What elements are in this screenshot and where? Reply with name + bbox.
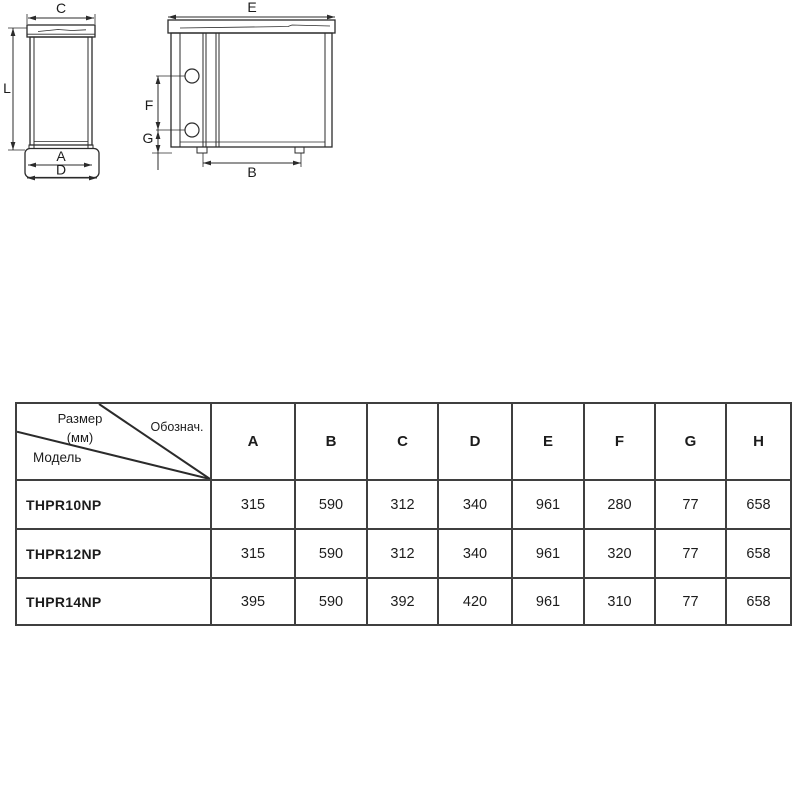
corner-label-size [39, 409, 121, 447]
upper-pipe-connection [185, 69, 199, 83]
value-cell: 315 [211, 480, 295, 529]
table-row [16, 578, 791, 625]
column-header-c: C [367, 403, 438, 480]
column-header-f: F [584, 403, 655, 480]
value-cell: 961 [512, 480, 584, 529]
value-cell: 310 [584, 578, 655, 625]
column-header-g: G [655, 403, 726, 480]
dimension-label-b: B [247, 164, 257, 180]
column-header-d: D [438, 403, 512, 480]
value-cell: 961 [512, 578, 584, 625]
value-cell: 658 [726, 578, 791, 625]
value-cell: 590 [295, 578, 367, 625]
value-cell: 590 [295, 529, 367, 578]
value-cell: 312 [367, 529, 438, 578]
column-header-e: E [512, 403, 584, 480]
model-name: THPR14NP [16, 578, 211, 625]
model-name: THPR12NP [16, 529, 211, 578]
dimension-drawings [0, 0, 360, 185]
table-corner-cell [16, 403, 211, 480]
corner-label-model: Модель [33, 450, 82, 465]
lower-pipe-connection [185, 123, 199, 137]
table-row [16, 480, 791, 529]
value-cell: 340 [438, 529, 512, 578]
value-cell: 77 [655, 529, 726, 578]
dimension-label-a: A [56, 148, 66, 164]
value-cell: 280 [584, 480, 655, 529]
size-label: Размер [57, 411, 103, 426]
value-cell: 590 [295, 480, 367, 529]
value-cell: 77 [655, 578, 726, 625]
drawings-svg [0, 0, 360, 185]
value-cell: 961 [512, 529, 584, 578]
column-header-b: B [295, 403, 367, 480]
dimension-label-d: D [55, 161, 67, 178]
front-view-drawing [143, 0, 335, 180]
value-cell: 658 [726, 480, 791, 529]
value-cell: 658 [726, 529, 791, 578]
model-name: THPR10NP [16, 480, 211, 529]
spec-table [15, 402, 792, 626]
dimension-label-l: L [3, 80, 11, 96]
value-cell: 320 [584, 529, 655, 578]
size-unit-label: (мм) [66, 430, 94, 445]
value-cell: 312 [367, 480, 438, 529]
value-cell: 392 [367, 578, 438, 625]
value-cell: 77 [655, 480, 726, 529]
value-cell: 395 [211, 578, 295, 625]
dimension-label-e: E [247, 0, 257, 15]
table-row [16, 529, 791, 578]
corner-label-designation: Обознач. [150, 420, 204, 434]
column-header-a: A [211, 403, 295, 480]
dimension-label-c: C [55, 0, 67, 16]
value-cell: 315 [211, 529, 295, 578]
column-header-h: H [726, 403, 791, 480]
value-cell: 420 [438, 578, 512, 625]
side-view-drawing [3, 0, 99, 180]
dimension-label-f: F [144, 97, 154, 113]
dimension-label-g: G [142, 130, 154, 146]
value-cell: 340 [438, 480, 512, 529]
